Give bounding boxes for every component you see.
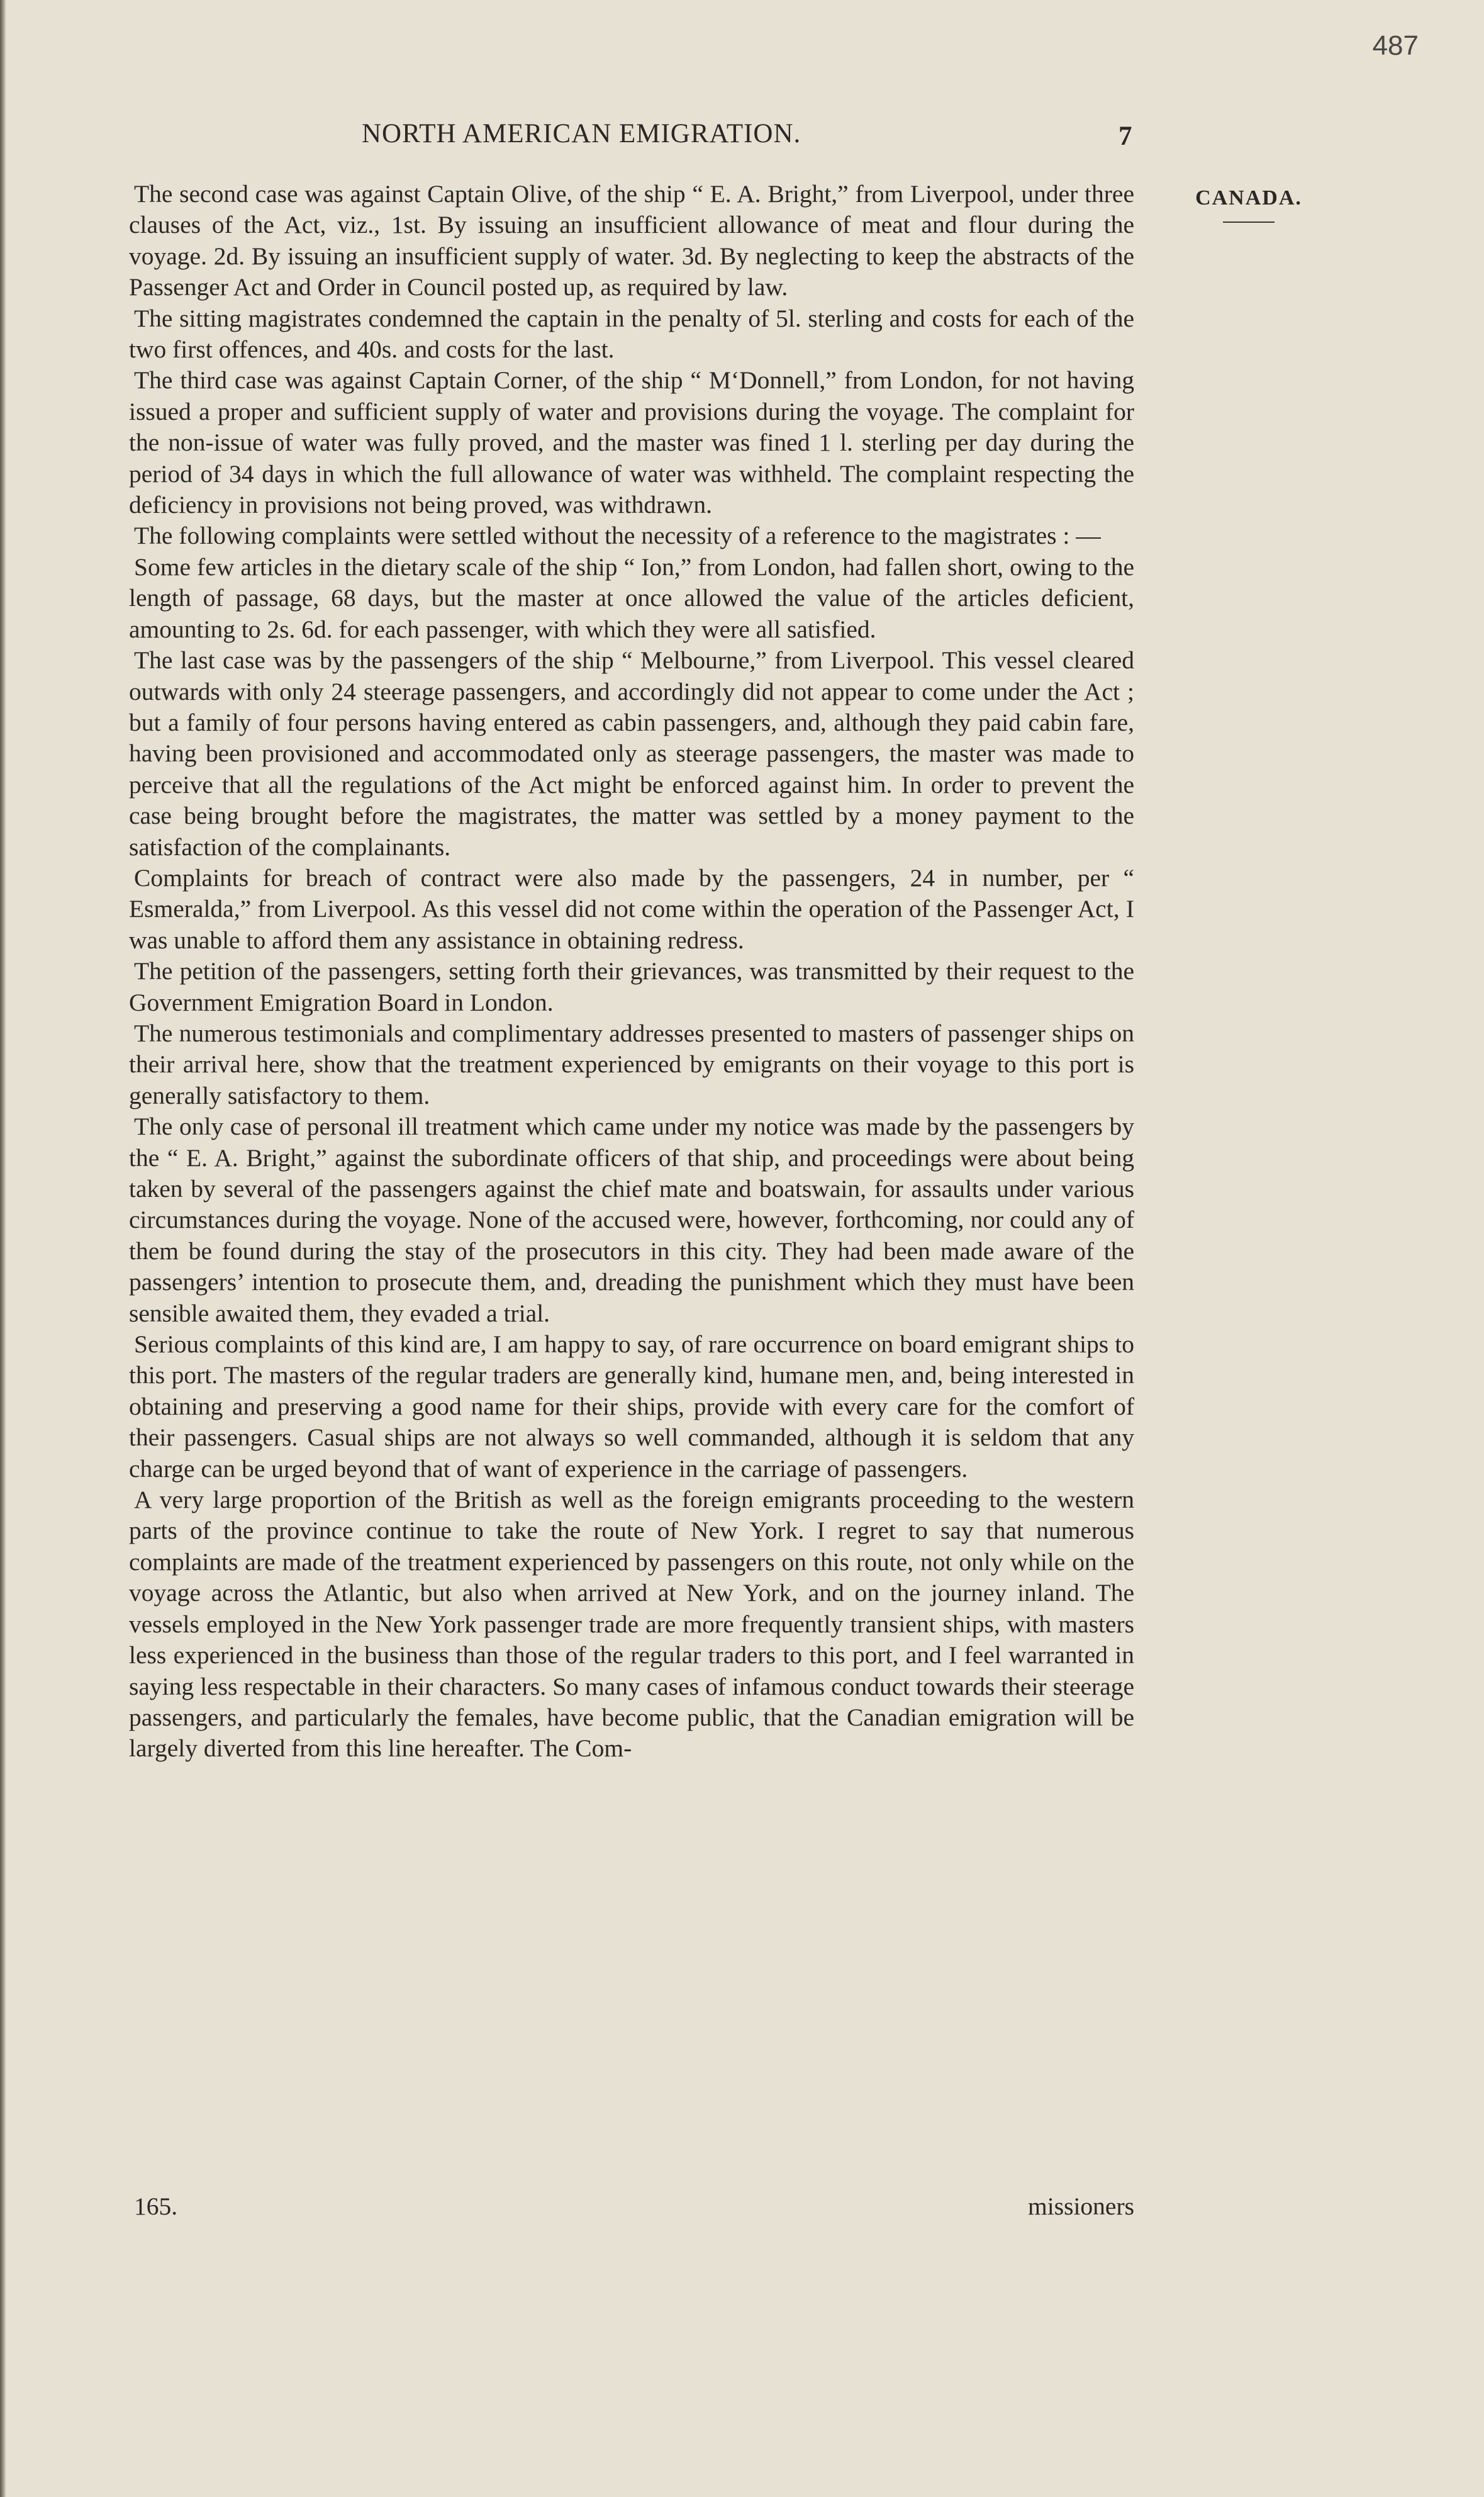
body-text	[129, 179, 1134, 1765]
paragraph: The third case was against Captain Corner, of the ship “ M‘Donnell,” from London, for not having issued a proper and sufficient supply of water and provisions during the voyage. The complaint for the non-issue of water was fully proved, and the master was fined 1 l. sterling per day during the period of 34 days in which the full allowance of water was withheld. The complaint respecting the deficiency in provisions not being proved, was withdrawn.	[129, 366, 1134, 519]
paragraph: The second case was against Captain Olive, of the ship “ E. A. Bright,” from Liverpool, under three clauses of the Act, viz., 1st. By issuing an insufficient allowance of meat and flour during the voyage. 2d. By issuing an insufficient supply of water. 3d. By neglecting to keep the abstracts of the Passenger Act and Order in Council posted up, as required by law.	[129, 180, 1134, 301]
page-binding-edge	[0, 0, 6, 2497]
signature-mark: 165.	[134, 2192, 178, 2220]
paragraph: Serious complaints of this kind are, I am happy to say, of rare occurrence on board emigrant ships to this port. The masters of the regular traders are generally kind, humane men, and, being interested in obtaining and preserving a good name for their ships, provide with every care for the comfort of their passengers. Casual ships are not always so well commanded, although it is seldom that any charge can be urged beyond that of want of experience in the carriage of passengers.	[129, 1330, 1134, 1483]
running-head-page-number: 7	[1119, 121, 1133, 151]
catchword: missioners	[1028, 2192, 1134, 2220]
archive-page-number: 487	[1372, 30, 1419, 61]
paragraph: The numerous testimonials and complimentary addresses presented to masters of passenger ships on their arrival here, show that the treatment experienced by emigrants on their voyage to this port is generally satisfactory to them.	[129, 1019, 1134, 1109]
paragraph: A very large proportion of the British as well as the foreign emigrants proceeding to the western parts of the province continue to take the route of New York. I regret to say that numerous complaints are made of the treatment experienced by passengers on this route, not only while on the voyage across the Atlantic, but also when arrived at New York, and on the journey inland. The vessels employed in the New York passenger trade are more frequently transient ships, with masters less experienced in the business than those of the regular traders to this port, and I feel warranted in saying less respectable in their characters. So many cases of infamous conduct towards their steerage passengers, and particularly the females, have become public, that the Canadian emigration will be largely diverted from this line hereafter. The Com-	[129, 1486, 1134, 1763]
margin-note-rule	[1223, 222, 1275, 223]
paragraph: Some few articles in the dietary scale of the ship “ Ion,” from London, had fallen short, owing to the length of passage, 68 days, but the master at once allowed the value of the articles deficient, amounting to 2s. 6d. for each passenger, with which they were all satisfied.	[129, 553, 1134, 643]
paragraph: The petition of the passengers, setting forth their grievances, was transmitted by their request to the Government Emigration Board in London.	[129, 957, 1134, 1016]
paragraph: The following complaints were settled without the necessity of a reference to the magistrates : —	[134, 522, 1101, 550]
paragraph: The only case of personal ill treatment which came under my notice was made by the passengers by the “ E. A. Bright,” against the subordinate officers of that ship, and proceedings were about being taken by several of the passengers against the chief mate and boatswain, for assaults under various circumstances during the voyage. None of the accused were, however, forthcoming, nor could any of them be found during the stay of the prosecutors in this city. They had been made aware of the passengers’ intention to prosecute them, and, dreading the punishment which they must have been sensible awaited them, they evaded a trial.	[129, 1113, 1134, 1327]
margin-note-label: CANADA.	[1195, 186, 1302, 210]
paragraph: The last case was by the passengers of the ship “ Melbourne,” from Liverpool. This vessel cleared outwards with only 24 steerage passengers, and accordingly did not appear to come under the Act ; but a family of four persons having entered as cabin passengers, and, although they paid cabin fare, having been provisioned and accommodated only as steerage passengers, the master was made to perceive that all the regulations of the Act might be enforced against him. In order to prevent the case being brought before the magistrates, the matter was settled by a money payment to the satisfaction of the complainants.	[129, 646, 1134, 861]
running-head-title: NORTH AMERICAN EMIGRATION.	[362, 119, 801, 149]
paragraph: The sitting magistrates condemned the captain in the penalty of 5l. sterling and costs for each of the two first offences, and 40s. and costs for the last.	[129, 304, 1134, 364]
margin-note	[1189, 186, 1308, 223]
paragraph: Complaints for breach of contract were also made by the passengers, 24 in number, per “ Esmeralda,” from Liverpool. As this vessel did not come within the operation of the Passenger Act, I was unable to afford them any assistance in obtaining redress.	[129, 863, 1134, 954]
